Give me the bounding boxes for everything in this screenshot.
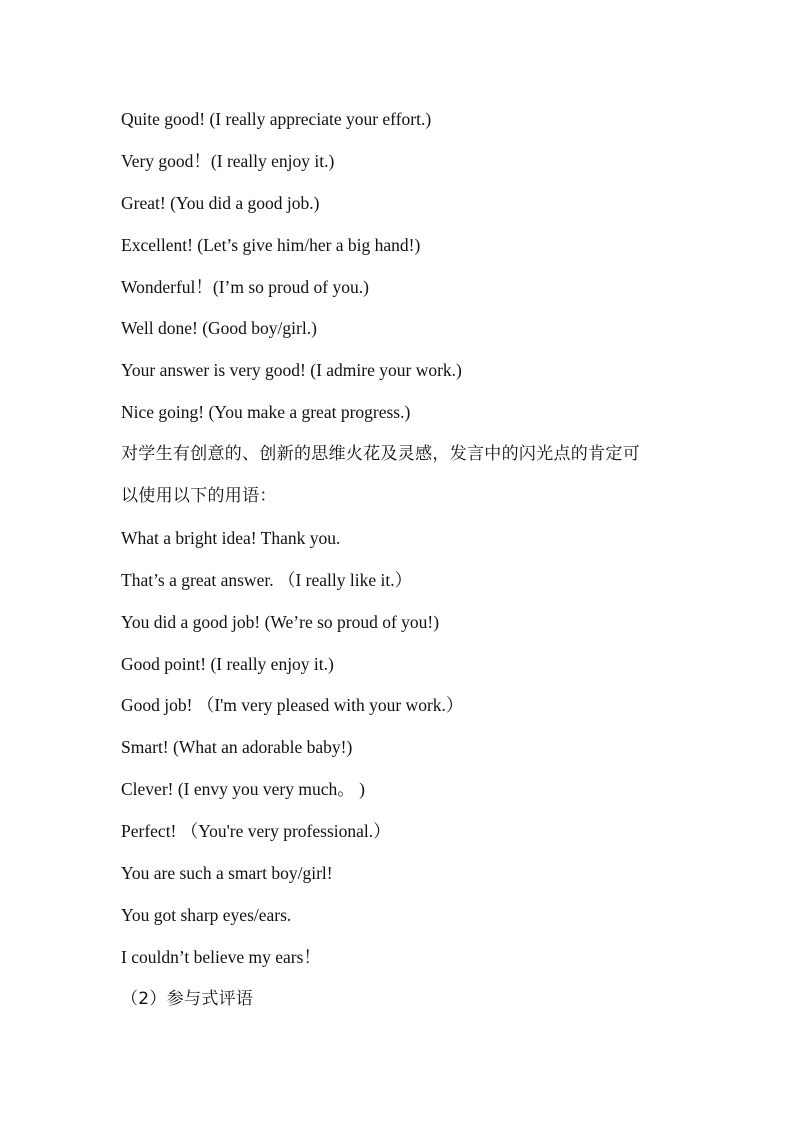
text-line: I couldn’t believe my ears！ [121,946,321,967]
text-line: Good job! （I'm very pleased with your work.） [121,695,464,716]
text-line: Well done! (Good boy/girl.) [121,318,317,339]
text-line: Clever! (I envy you very much。 ) [121,779,365,800]
text-line: Good point! (I really enjoy it.) [121,653,334,674]
chinese-paragraph-line: 以使用以下的用语： [121,486,277,507]
text-line: Great! (You did a good job.) [121,192,320,213]
text-line: Your answer is very good! (I admire your work.) [121,360,462,381]
chinese-paragraph-line: 对学生有创意的、创新的思维火花及灵感，发言中的闪光点的肯定可 [121,444,640,465]
text-line: Very good！(I really enjoy it.) [121,150,335,171]
text-line: You did a good job! (We’re so proud of you!) [121,611,440,632]
text-line: That’s a great answer. （I really like it.） [121,569,413,590]
section-heading: （2）参与式评语 [121,988,254,1009]
text-line: Excellent! (Let’s give him/her a big hand!) [121,234,421,255]
text-line: You are such a smart boy/girl! [121,863,333,884]
text-lines [121,106,741,1028]
text-line: Quite good! (I really appreciate your effort.) [121,109,432,129]
text-line: Perfect! （You're very professional.） [121,821,391,842]
text-line: You got sharp eyes/ears. [121,904,292,925]
text-line: What a bright idea! Thank you. [121,527,341,548]
text-line: Smart! (What an adorable baby!) [121,737,353,758]
text-line: Wonderful！(I’m so proud of you.) [121,276,369,297]
text-line: Nice going! (You make a great progress.) [121,402,411,423]
